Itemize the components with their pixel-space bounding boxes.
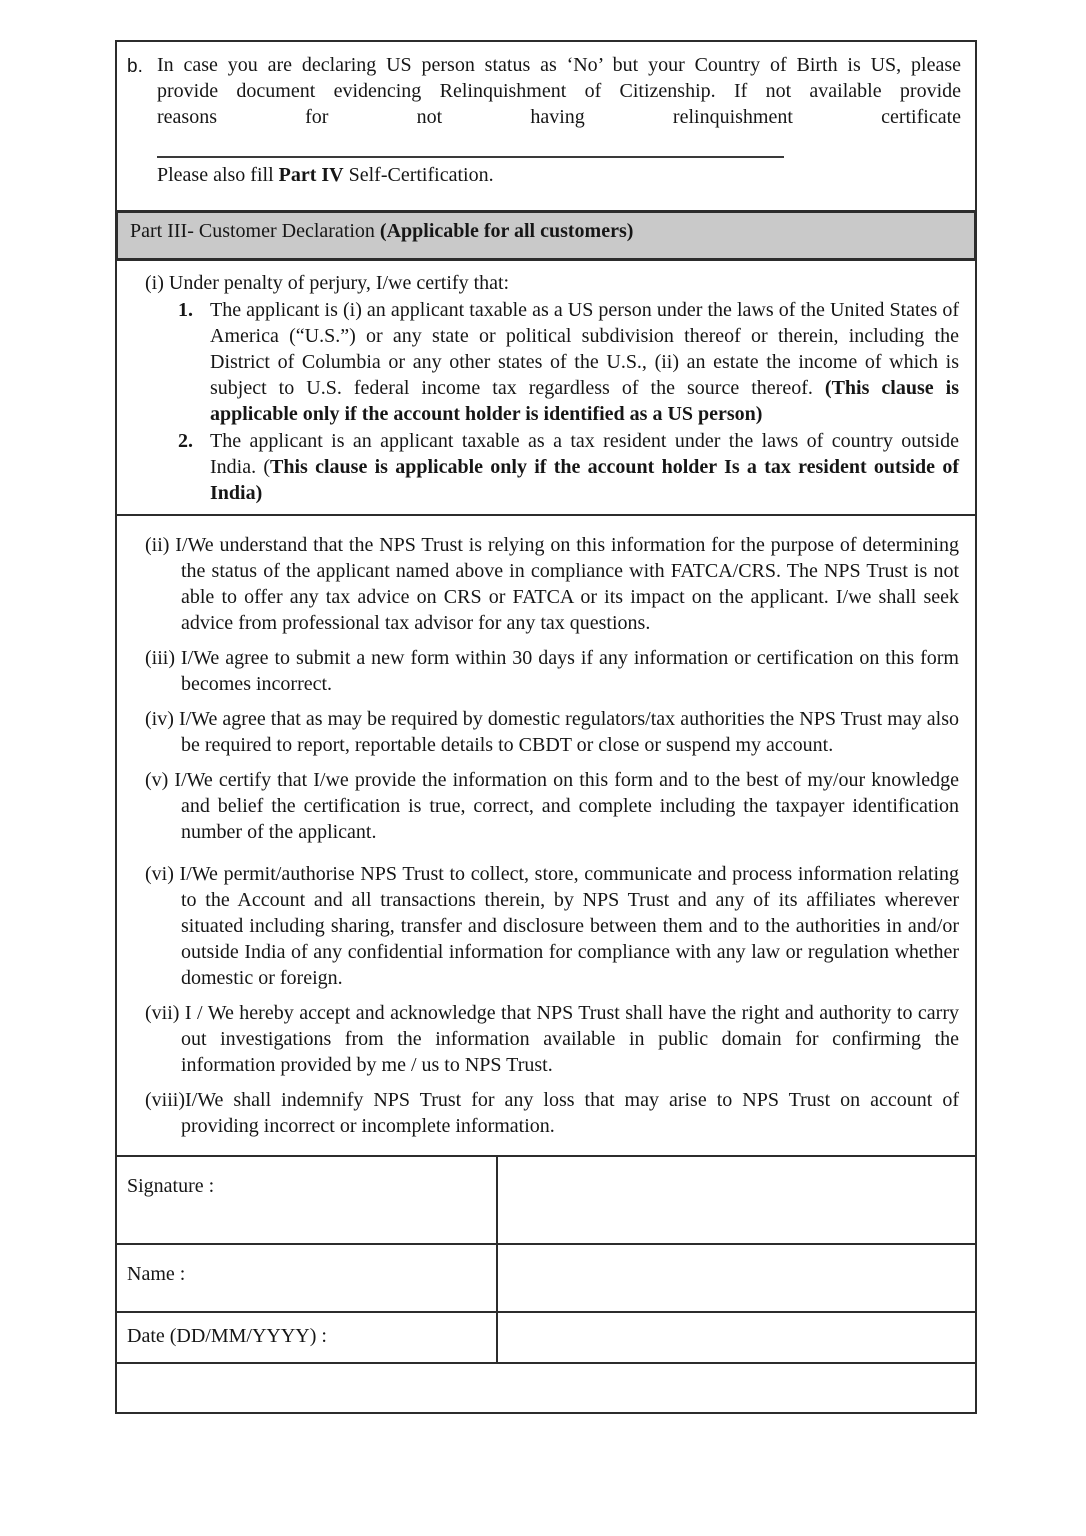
part-iv-note-suffix: Self-Certification. [343,164,494,186]
part-iii-header [115,210,977,261]
part-iv-note-bold: Part IV [278,164,344,186]
table-row [116,1156,976,1244]
name-entry-cell[interactable] [497,1244,976,1312]
signature-table [115,1155,977,1414]
table-row [116,1244,976,1312]
declaration-item-iv: (iv) I/We agree that as may be required by domestic regulators/tax authorities the NPS Trust may also be required to report, reportable details to CBDT or close or suspend my account. [145,708,959,756]
part-i-intro: (i) Under penalty of perjury, I/we certify that: [145,272,510,294]
declaration-item-ii: (ii) I/We understand that the NPS Trust is relying on this information for the purpose of determining the status of the applicant named above in compliance with FATCA/CRS. The NPS Trust is not able to offer any tax advice on CRS or FATCA or its impact on the applicant. I/we shall seek advice from professional tax advisor for any tax questions. [145,534,959,634]
part-i-item-1-bold-clause: (This clause is applicable only if the account holder is identified as a US person) [210,377,960,425]
declaration-item-vi: (vi) I/We permit/authorise NPS Trust to collect, store, communicate and process information relating to the Account and all transactions therein, by NPS Trust and any of its affiliates wherever situated including sharing, transfer and disclosure between them and to the authorities in and/or outside India of any confidential information for compliance with any law or regulation whether domestic or foreign. [145,863,959,989]
table-row [116,1312,976,1363]
date-label-cell: Date (DD/MM/YYYY) : [116,1312,497,1363]
part-i-box [115,259,977,516]
form-content [115,40,977,1414]
signature-label-cell: Signature : [116,1156,497,1244]
part-iv-note-prefix: Please also fill [157,164,279,186]
part-i-item-1-text: The applicant is (i) an applicant taxable as a US person under the laws of the United States of America (“U.S.”) or any state or political subdivision thereof or therein, including the District of Columbia or any other states of the U.S., (ii) an estate the income of which is subject to U.S. federal income tax regardless of the source thereof. [210,299,959,399]
table-row [116,1363,976,1413]
clause-b-label: b. [127,56,143,77]
signature-entry-cell[interactable] [497,1156,976,1244]
empty-bottom-cell [116,1363,976,1413]
clause-b-body [157,52,961,210]
part-i-item-2-number: 2. [178,430,193,452]
name-label-cell: Name : [116,1244,497,1312]
part-i-item-2-text: The applicant is an applicant taxable as a tax resident under the laws of country outside India. ( [210,430,959,478]
declaration-item-viii: (viii)I/We shall indemnify NPS Trust for any loss that may arise to NPS Trust on account of providing incorrect or incomplete information. [145,1089,959,1137]
declaration-item-iii: (iii) I/We agree to submit a new form within 30 days if any information or certification on this form becomes incorrect. [145,647,959,695]
part-iv-note [157,162,961,188]
clause-b-line-3: reasons for not having relinquishment certificate [157,106,961,128]
part-i-item-1 [145,297,959,427]
declaration-item-vii: (vii) I / We hereby accept and acknowledge that NPS Trust shall have the right and authority to carry out investigations from the information available in public domain for confirming the information provided by me / us to NPS Trust. [145,1002,959,1076]
clause-b-line-2: provide document evidencing Relinquishment of Citizenship. If not available provide [157,80,961,102]
part-iii-title-bold: (Applicable for all customers) [379,220,634,242]
reasons-blank-line[interactable] [157,156,784,158]
declaration-item-v: (v) I/We certify that I/we provide the information on this form and to the best of my/our knowledge and belief the certification is true, correct, and complete including the taxpayer identification number of the applicant. [145,769,959,843]
date-entry-cell[interactable] [497,1312,976,1363]
part-i-item-2 [145,428,959,506]
declarations-box [115,514,977,1157]
clause-b-box [115,40,977,212]
part-i-item-2-bold-clause: This clause is applicable only if the account holder Is a tax resident outside of India) [210,456,959,504]
clause-b-line-1: In case you are declaring US person status as ‘No’ but your Country of Birth is US, please [157,54,961,76]
part-i-item-1-number: 1. [178,299,193,321]
part-iii-title: Part III- Customer Declaration [130,220,380,242]
